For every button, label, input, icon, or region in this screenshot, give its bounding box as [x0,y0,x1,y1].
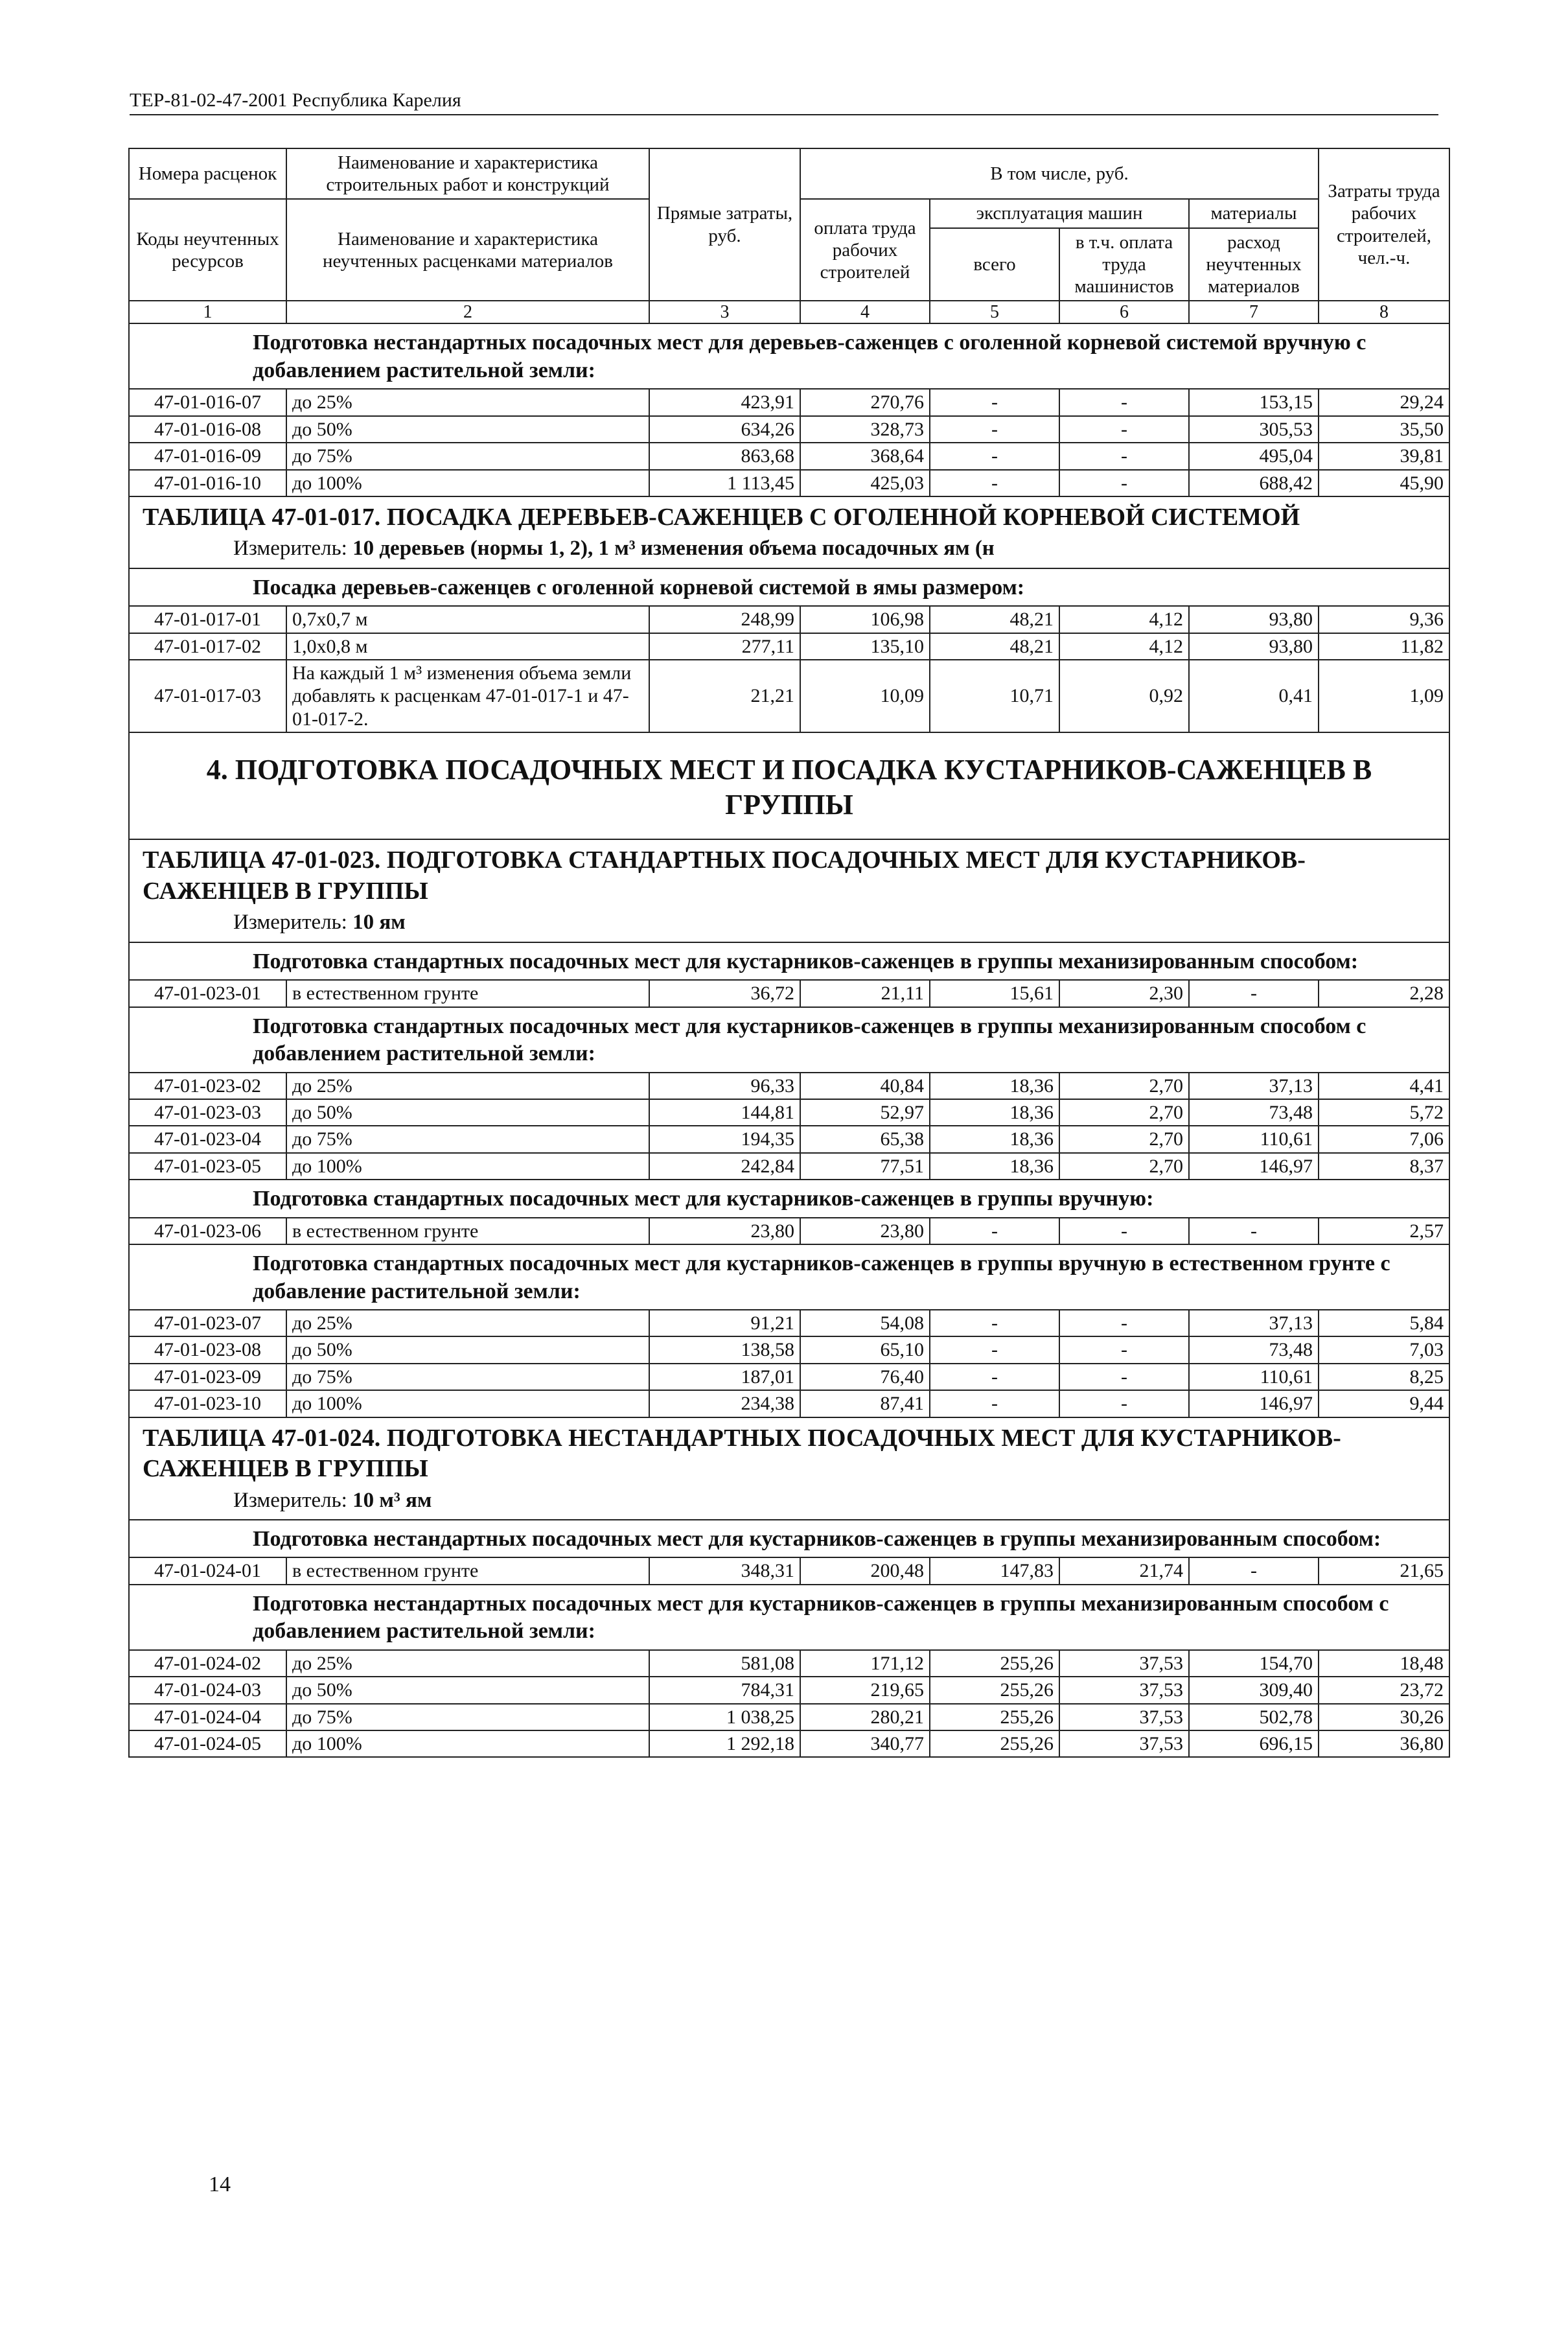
head-direct-costs: Прямые затраты, руб. [649,148,800,301]
direct-costs: 96,33 [649,1073,800,1099]
section-row [129,568,1449,607]
rate-code: 47-01-024-04 [129,1704,286,1730]
head-wages: оплата труда рабочих строителей [800,199,930,301]
rate-code: 47-01-023-04 [129,1126,286,1152]
machines-total: 18,36 [930,1153,1059,1180]
machines-total: - [930,1218,1059,1244]
table-body [129,323,1449,1757]
machines-wages: - [1059,1336,1189,1363]
head-machines-wages: в т.ч. оплата труда машинистов [1059,228,1189,301]
machines-wages: 4,12 [1059,606,1189,633]
section-cell [129,1520,1449,1558]
labor-costs: 21,65 [1319,1557,1449,1584]
machines-total: 10,71 [930,660,1059,732]
table-header [129,148,1449,323]
rate-code: 47-01-024-01 [129,1557,286,1584]
machines-total: 255,26 [930,1730,1059,1757]
machines-total: 15,61 [930,980,1059,1007]
machines-wages: 2,70 [1059,1099,1189,1126]
section-cell [129,1585,1449,1650]
machines-wages: 0,92 [1059,660,1189,732]
labor-costs: 35,50 [1319,416,1449,443]
direct-costs: 194,35 [649,1126,800,1152]
machines-total: 18,36 [930,1126,1059,1152]
rate-code: 47-01-023-10 [129,1390,286,1417]
direct-costs: 187,01 [649,1364,800,1390]
machines-wages: - [1059,1364,1189,1390]
labor-costs: 23,72 [1319,1677,1449,1703]
table-row [129,1677,1449,1703]
labor-costs: 5,72 [1319,1099,1449,1126]
rates-table [128,148,1450,1758]
work-description: до 50% [286,416,649,443]
wages: 368,64 [800,443,930,469]
work-description: 0,7х0,7 м [286,606,649,633]
machines-total: 255,26 [930,1704,1059,1730]
table-title-cell [129,1417,1449,1520]
rate-code: 47-01-023-05 [129,1153,286,1180]
wages: 10,09 [800,660,930,732]
wages: 135,10 [800,633,930,660]
work-description: до 25% [286,1650,649,1677]
machines-wages: 2,70 [1059,1073,1189,1099]
materials-expense: 93,80 [1189,606,1319,633]
rate-code: 47-01-023-07 [129,1310,286,1336]
wages: 87,41 [800,1390,930,1417]
materials-expense: 309,40 [1189,1677,1319,1703]
machines-total: 255,26 [930,1650,1059,1677]
materials-expense: - [1189,1557,1319,1584]
head-works-name: Наименование и характеристика строительных работ и конструкций [286,148,649,199]
rate-code: 47-01-024-03 [129,1677,286,1703]
section-title: Подготовка стандартных посадочных мест для кустарников-саженцев в группы вручную: [253,1187,1154,1211]
column-number: 2 [286,301,649,323]
chapter-row [129,732,1449,839]
rate-code: 47-01-023-02 [129,1073,286,1099]
meter-value: 10 м³ ям [352,1488,432,1512]
section-cell [129,323,1449,389]
machines-total: 48,21 [930,606,1059,633]
section-title: Подготовка нестандартных посадочных мест для кустарников-саженцев в группы механизированным способом: [253,1526,1381,1551]
direct-costs: 21,21 [649,660,800,732]
section-row [129,1520,1449,1558]
work-description: в естественном грунте [286,1557,649,1584]
head-materials-expense: расход неучтенных материалов [1189,228,1319,301]
machines-total: 48,21 [930,633,1059,660]
direct-costs: 1 292,18 [649,1730,800,1757]
table-row [129,470,1449,496]
labor-costs: 5,84 [1319,1310,1449,1336]
table-row [129,606,1449,633]
machines-total: - [930,1336,1059,1363]
section-cell [129,942,1449,981]
column-number: 1 [129,301,286,323]
table-title: ТАБЛИЦА 47-01-024. ПОДГОТОВКА НЕСТАНДАРТНЫХ ПОСАДОЧНЫХ МЕСТ ДЛЯ КУСТАРНИКОВ-САЖЕНЦЕВ В ГРУППЫ [143,1424,1341,1483]
table-row [129,660,1449,732]
rate-code: 47-01-017-01 [129,606,286,633]
labor-costs: 2,28 [1319,980,1449,1007]
section-row [129,1244,1449,1310]
table-row [129,1364,1449,1390]
section-cell [129,568,1449,607]
section-title: Подготовка нестандартных посадочных мест для кустарников-саженцев в группы механизированным способом с добавлением растительной земли: [253,1591,1389,1644]
column-number: 4 [800,301,930,323]
table-row [129,1126,1449,1152]
work-description: до 75% [286,443,649,469]
table-title-row [129,839,1449,942]
wages: 219,65 [800,1677,930,1703]
materials-expense: 696,15 [1189,1730,1319,1757]
rate-code: 47-01-023-03 [129,1099,286,1126]
materials-expense: 0,41 [1189,660,1319,732]
section-cell [129,1007,1449,1073]
rate-code: 47-01-023-09 [129,1364,286,1390]
direct-costs: 248,99 [649,606,800,633]
labor-costs: 39,81 [1319,443,1449,469]
column-number: 7 [1189,301,1319,323]
page-header: ТЕР-81-02-47-2001 Республика Карелия [130,89,1438,115]
head-including: В том числе, руб. [800,148,1319,199]
head-rate-numbers: Номера расценок [129,148,286,199]
wages: 340,77 [800,1730,930,1757]
machines-total: 147,83 [930,1557,1059,1584]
direct-costs: 144,81 [649,1099,800,1126]
machines-wages: 21,74 [1059,1557,1189,1584]
machines-total: - [930,1364,1059,1390]
wages: 106,98 [800,606,930,633]
direct-costs: 634,26 [649,416,800,443]
work-description: На каждый 1 м³ изменения объема земли добавлять к расценкам 47-01-017-1 и 47-01-017-2. [286,660,649,732]
wages: 52,97 [800,1099,930,1126]
meter [143,535,1436,562]
section-cell [129,1244,1449,1310]
wages: 54,08 [800,1310,930,1336]
work-description: до 25% [286,1310,649,1336]
machines-wages: 4,12 [1059,633,1189,660]
materials-expense: 73,48 [1189,1099,1319,1126]
rate-code: 47-01-023-01 [129,980,286,1007]
wages: 23,80 [800,1218,930,1244]
table-title: ТАБЛИЦА 47-01-017. ПОСАДКА ДЕРЕВЬЕВ-САЖЕНЦЕВ С ОГОЛЕННОЙ КОРНЕВОЙ СИСТЕМОЙ [143,503,1300,531]
wages: 21,11 [800,980,930,1007]
materials-expense: 688,42 [1189,470,1319,496]
machines-wages: 37,53 [1059,1704,1189,1730]
direct-costs: 277,11 [649,633,800,660]
meter-label: Измеритель: [233,911,347,935]
machines-wages: 2,70 [1059,1153,1189,1180]
rate-code: 47-01-023-08 [129,1336,286,1363]
meter-label: Измеритель: [233,1488,347,1512]
section-cell [129,1180,1449,1218]
table-row [129,1073,1449,1099]
direct-costs: 784,31 [649,1677,800,1703]
section-title: Подготовка нестандартных посадочных мест для деревьев-саженцев с оголенной корневой системой вручную с добавлением растительной земли: [253,331,1366,382]
section-title: Подготовка стандартных посадочных мест для кустарников-саженцев в группы механизированным способом с добавлением растительной земли: [253,1014,1366,1066]
column-number: 3 [649,301,800,323]
wages: 76,40 [800,1364,930,1390]
machines-total: 18,36 [930,1073,1059,1099]
rate-code: 47-01-016-10 [129,470,286,496]
labor-costs: 2,57 [1319,1218,1449,1244]
rate-code: 47-01-017-03 [129,660,286,732]
table-row [129,1557,1449,1584]
materials-expense: 502,78 [1189,1704,1319,1730]
table-row [129,980,1449,1007]
rate-code: 47-01-016-08 [129,416,286,443]
meter [143,909,1436,936]
machines-wages: - [1059,389,1189,415]
machines-wages: - [1059,443,1189,469]
work-description: до 25% [286,1073,649,1099]
head-materials: материалы [1189,199,1319,227]
direct-costs: 1 113,45 [649,470,800,496]
wages: 65,38 [800,1126,930,1152]
labor-costs: 45,90 [1319,470,1449,496]
column-number: 6 [1059,301,1189,323]
table-row [129,1218,1449,1244]
table-row [129,1730,1449,1757]
section-title: Подготовка стандартных посадочных мест для кустарников-саженцев в группы вручную в естественном грунте с добавление растительной земли: [253,1251,1390,1303]
labor-costs: 7,06 [1319,1126,1449,1152]
materials-expense: 146,97 [1189,1390,1319,1417]
section-row [129,1180,1449,1218]
table-row [129,1650,1449,1677]
rate-code: 47-01-024-05 [129,1730,286,1757]
work-description: до 100% [286,1730,649,1757]
labor-costs: 29,24 [1319,389,1449,415]
table-row [129,1336,1449,1363]
head-materials-name: Наименование и характеристика неучтенных расценками материалов [286,199,649,301]
labor-costs: 9,44 [1319,1390,1449,1417]
materials-expense: 305,53 [1189,416,1319,443]
materials-expense: 37,13 [1189,1310,1319,1336]
rate-code: 47-01-016-09 [129,443,286,469]
machines-total: - [930,443,1059,469]
column-number: 5 [930,301,1059,323]
section-row [129,323,1449,389]
wages: 65,10 [800,1336,930,1363]
meter-value: 10 деревьев (нормы 1, 2), 1 м³ изменения объема посадочных ям (н [352,537,995,561]
work-description: до 50% [286,1336,649,1363]
labor-costs: 30,26 [1319,1704,1449,1730]
wages: 328,73 [800,416,930,443]
meter-value: 10 ям [352,911,406,935]
materials-expense: - [1189,980,1319,1007]
work-description: до 75% [286,1126,649,1152]
section-row [129,1007,1449,1073]
column-number: 8 [1319,301,1449,323]
materials-expense: 110,61 [1189,1364,1319,1390]
rate-code: 47-01-024-02 [129,1650,286,1677]
work-description: до 100% [286,470,649,496]
labor-costs: 4,41 [1319,1073,1449,1099]
materials-expense: 154,70 [1189,1650,1319,1677]
section-title: Подготовка стандартных посадочных мест для кустарников-саженцев в группы механизированным способом: [253,949,1359,973]
rate-code: 47-01-023-06 [129,1218,286,1244]
direct-costs: 91,21 [649,1310,800,1336]
machines-total: 255,26 [930,1677,1059,1703]
table-row [129,1390,1449,1417]
work-description: до 25% [286,389,649,415]
rate-code: 47-01-017-02 [129,633,286,660]
head-codes: Коды неучтенных ресурсов [129,199,286,301]
machines-total: 18,36 [930,1099,1059,1126]
table-row [129,1704,1449,1730]
machines-wages: - [1059,1310,1189,1336]
machines-wages: 37,53 [1059,1650,1189,1677]
work-description: до 75% [286,1704,649,1730]
table-row [129,1099,1449,1126]
section-title: Посадка деревьев-саженцев с оголенной корневой системой в ямы размером: [253,575,1025,599]
table-title-cell [129,496,1449,568]
head-machines-total: всего [930,228,1059,301]
table-row [129,416,1449,443]
table-row [129,389,1449,415]
work-description: 1,0х0,8 м [286,633,649,660]
wages: 280,21 [800,1704,930,1730]
materials-expense: 495,04 [1189,443,1319,469]
labor-costs: 9,36 [1319,606,1449,633]
table-row [129,633,1449,660]
materials-expense: 73,48 [1189,1336,1319,1363]
direct-costs: 1 038,25 [649,1704,800,1730]
direct-costs: 423,91 [649,389,800,415]
head-machines: эксплуатация машин [930,199,1189,227]
work-description: до 75% [286,1364,649,1390]
head-labor: Затраты труда рабочих строителей, чел.-ч. [1319,148,1449,301]
materials-expense: 37,13 [1189,1073,1319,1099]
chapter-title: 4. ПОДГОТОВКА ПОСАДОЧНЫХ МЕСТ И ПОСАДКА КУСТАРНИКОВ-САЖЕНЦЕВ В ГРУППЫ [129,732,1449,839]
labor-costs: 11,82 [1319,633,1449,660]
labor-costs: 7,03 [1319,1336,1449,1363]
direct-costs: 234,38 [649,1390,800,1417]
wages: 200,48 [800,1557,930,1584]
labor-costs: 1,09 [1319,660,1449,732]
work-description: до 100% [286,1153,649,1180]
materials-expense: 153,15 [1189,389,1319,415]
materials-expense: 110,61 [1189,1126,1319,1152]
direct-costs: 863,68 [649,443,800,469]
section-row [129,942,1449,981]
machines-wages: 37,53 [1059,1730,1189,1757]
work-description: до 50% [286,1677,649,1703]
wages: 77,51 [800,1153,930,1180]
materials-expense: - [1189,1218,1319,1244]
machines-total: - [930,470,1059,496]
labor-costs: 8,37 [1319,1153,1449,1180]
direct-costs: 348,31 [649,1557,800,1584]
labor-costs: 36,80 [1319,1730,1449,1757]
machines-total: - [930,1310,1059,1336]
table-row [129,1153,1449,1180]
wages: 171,12 [800,1650,930,1677]
machines-wages: - [1059,416,1189,443]
meter [143,1487,1436,1514]
work-description: до 50% [286,1099,649,1126]
rate-code: 47-01-016-07 [129,389,286,415]
section-row [129,1585,1449,1650]
wages: 270,76 [800,389,930,415]
direct-costs: 242,84 [649,1153,800,1180]
machines-total: - [930,416,1059,443]
table-title-row [129,1417,1449,1520]
direct-costs: 138,58 [649,1336,800,1363]
meter-label: Измеритель: [233,537,347,561]
materials-expense: 93,80 [1189,633,1319,660]
machines-total: - [930,389,1059,415]
direct-costs: 23,80 [649,1218,800,1244]
table-title-cell [129,839,1449,942]
column-numbers [129,301,1449,323]
labor-costs: 18,48 [1319,1650,1449,1677]
work-description: в естественном грунте [286,1218,649,1244]
wages: 40,84 [800,1073,930,1099]
page-number: 14 [209,2172,231,2196]
work-description: до 100% [286,1390,649,1417]
materials-expense: 146,97 [1189,1153,1319,1180]
machines-total: - [930,1390,1059,1417]
machines-wages: 2,30 [1059,980,1189,1007]
labor-costs: 8,25 [1319,1364,1449,1390]
table-title: ТАБЛИЦА 47-01-023. ПОДГОТОВКА СТАНДАРТНЫХ ПОСАДОЧНЫХ МЕСТ ДЛЯ КУСТАРНИКОВ-САЖЕНЦЕВ В ГРУППЫ [143,846,1306,905]
table-row [129,443,1449,469]
direct-costs: 36,72 [649,980,800,1007]
direct-costs: 581,08 [649,1650,800,1677]
table-title-row [129,496,1449,568]
machines-wages: 2,70 [1059,1126,1189,1152]
machines-wages: - [1059,470,1189,496]
machines-wages: - [1059,1390,1189,1417]
work-description: в естественном грунте [286,980,649,1007]
wages: 425,03 [800,470,930,496]
machines-wages: 37,53 [1059,1677,1189,1703]
machines-wages: - [1059,1218,1189,1244]
table-row [129,1310,1449,1336]
